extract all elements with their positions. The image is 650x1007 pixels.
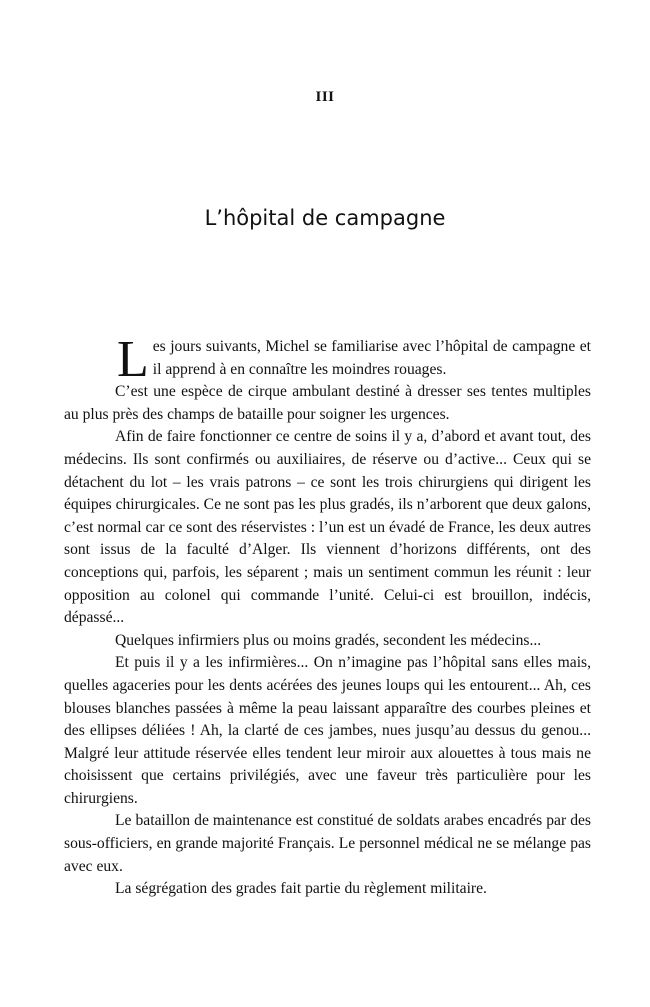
paragraph-3: Afin de faire fonctionner ce centre de soins il y a, d’abord et avant tout, des médecins. Ils sont confirmés ou auxiliaires, de réserve ou d’active... Ceux qui se détachent du lot – les vrais patrons – ce sont les trois chirurgiens qui dirigent les équipes chirurgicales. Ce ne sont pas les plus gradés, ils n’arborent que deux galons, c’est normal car ce sont des réservistes : l’un est un évadé de France, les deux autres sont issus de la faculté d’Alger. Ils viennent d’horizons différents, ont des conceptions qui, parfois, les séparent ; mais un sentiment commun les réunit : leur opposition au colonel qui commande l’unité. Celui-ci est brouillon, indécis, dépassé... bbox=[64, 428, 591, 627]
paragraph-7: La ségrégation des grades fait partie du règlement militaire. bbox=[115, 880, 487, 898]
paragraph-1-text: es jours suivants, Michel se familiarise avec l’hôpital de campagne et il apprend à en connaître les moindres rouages. bbox=[152, 338, 591, 378]
chapter-number: III bbox=[315, 89, 335, 105]
drop-cap: L bbox=[117, 331, 149, 388]
paragraph-6: Le bataillon de maintenance est constitué de soldats arabes encadrés par des sous-officiers, en grande majorité Français. Le personnel médical ne se mélange pas avec eux. bbox=[64, 812, 591, 875]
paragraph-1 bbox=[64, 331, 591, 388]
paragraph-2: C’est une espèce de cirque ambulant destiné à dresser ses tentes multiples au plus près des champs de bataille pour soigner les urgences. bbox=[64, 383, 591, 423]
chapter-title: L’hôpital de campagne bbox=[204, 206, 446, 230]
paragraph-5: Et puis il y a les infirmières... On n’imagine pas l’hôpital sans elles mais, quelles agaceries pour les dents acérées des jeunes loups qui les entourent... Ah, ces blouses blanches passées à même la peau laissant apparaître des courbes pleines et des ellipses déliées ! Ah, la clarté de ces jambes, nues jusqu’au dessus du genou... Malgré leur attitude réservée elles tendent leur miroir aux alouettes à tous mais ne choisissent que certains privilégiés, avec une faveur très particulière pour les chirurgiens. bbox=[64, 654, 591, 807]
paragraph-4: Quelques infirmiers plus ou moins gradés, secondent les médecins... bbox=[115, 631, 542, 649]
chapter-body bbox=[64, 331, 591, 901]
